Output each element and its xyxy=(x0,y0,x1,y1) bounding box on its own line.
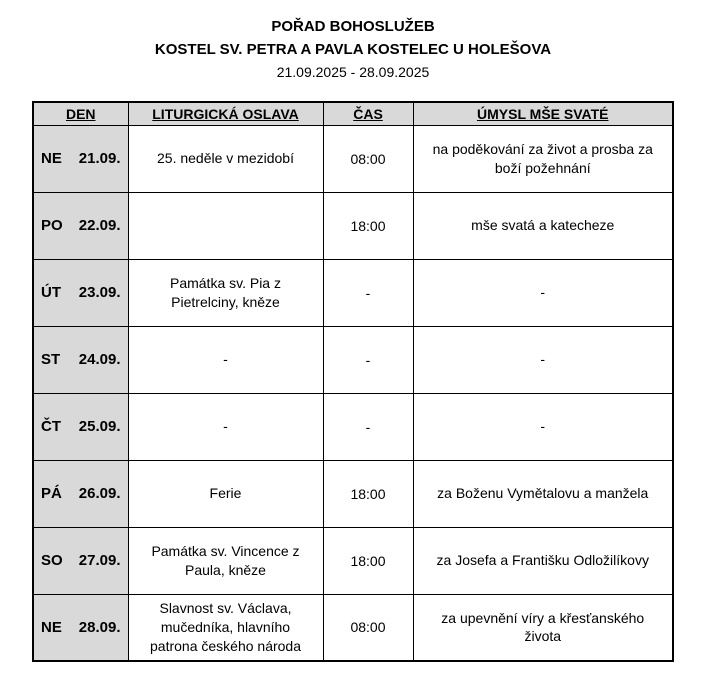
page-title: POŘAD BOHOSLUŽEB xyxy=(271,18,435,35)
day-cell xyxy=(33,460,128,527)
celebration-cell xyxy=(128,192,323,259)
table-row xyxy=(33,326,673,393)
column-header-liturgicka-oslava: LITURGICKÁ OSLAVA xyxy=(128,102,323,125)
table-row xyxy=(33,192,673,259)
day-date: 23.09. xyxy=(78,284,121,302)
day-cell xyxy=(33,326,128,393)
intention-cell: - xyxy=(413,259,673,326)
celebration-cell: - xyxy=(128,393,323,460)
intention-cell: za Josefa a Františku Odložilíkovy xyxy=(413,527,673,594)
day-label xyxy=(41,351,121,368)
day-cell xyxy=(33,594,128,661)
time-cell: - xyxy=(323,259,413,326)
day-date: 21.09. xyxy=(78,150,121,168)
date-range: 21.09.2025 - 28.09.2025 xyxy=(276,64,430,80)
intention-cell: za upevnění víry a křesťanského života xyxy=(413,594,673,661)
day-abbr: PO xyxy=(41,217,63,235)
day-label xyxy=(41,150,121,167)
intention-cell: mše svatá a katecheze xyxy=(413,192,673,259)
day-cell xyxy=(33,192,128,259)
day-abbr: ČT xyxy=(41,418,61,436)
intention-cell: za Boženu Vymětalovu a manžela xyxy=(413,460,673,527)
table-row xyxy=(33,125,673,192)
day-label xyxy=(41,485,121,502)
time-cell: 18:00 xyxy=(323,460,413,527)
day-abbr: ÚT xyxy=(41,284,61,302)
day-label xyxy=(41,217,121,234)
column-header-cas: ČAS xyxy=(323,102,413,125)
day-date: 26.09. xyxy=(78,485,121,503)
day-label xyxy=(41,619,121,636)
celebration-cell: 25. neděle v mezidobí xyxy=(128,125,323,192)
time-cell: 18:00 xyxy=(323,527,413,594)
time-cell: 08:00 xyxy=(323,594,413,661)
celebration-cell: Památka sv. Vincence z Paula, kněze xyxy=(128,527,323,594)
table-row xyxy=(33,393,673,460)
celebration-cell: Slavnost sv. Václava, mučedníka, hlavního patrona českého národa xyxy=(128,594,323,661)
table-row xyxy=(33,527,673,594)
day-abbr: SO xyxy=(41,552,63,570)
column-header-umysl-mse-svate: ÚMYSL MŠE SVATÉ xyxy=(413,102,673,125)
time-cell: - xyxy=(323,326,413,393)
table-row xyxy=(33,460,673,527)
day-label xyxy=(41,418,121,435)
day-label xyxy=(41,284,121,301)
day-date: 24.09. xyxy=(78,351,121,369)
schedule-table xyxy=(32,101,674,662)
intention-cell: - xyxy=(413,326,673,393)
celebration-cell: - xyxy=(128,326,323,393)
day-date: 25.09. xyxy=(78,418,121,436)
celebration-cell: Památka sv. Pia z Pietrelciny, kněze xyxy=(128,259,323,326)
day-cell xyxy=(33,527,128,594)
time-cell: 08:00 xyxy=(323,125,413,192)
day-abbr: NE xyxy=(41,150,62,168)
day-cell xyxy=(33,125,128,192)
day-cell xyxy=(33,393,128,460)
time-cell: 18:00 xyxy=(323,192,413,259)
column-header-den: DEN xyxy=(33,102,128,125)
day-date: 27.09. xyxy=(78,552,121,570)
celebration-cell: Ferie xyxy=(128,460,323,527)
table-row xyxy=(33,594,673,661)
day-label xyxy=(41,552,121,569)
day-abbr: ST xyxy=(41,351,61,369)
table-header-row xyxy=(33,102,673,125)
day-date: 28.09. xyxy=(78,618,121,636)
intention-cell: - xyxy=(413,393,673,460)
day-abbr: PÁ xyxy=(41,485,62,503)
table-row xyxy=(33,259,673,326)
time-cell: - xyxy=(323,393,413,460)
day-cell xyxy=(33,259,128,326)
intention-cell: na poděkování za život a prosba za boží požehnání xyxy=(413,125,673,192)
day-abbr: NE xyxy=(41,618,62,636)
church-name: KOSTEL SV. PETRA A PAVLA KOSTELEC U HOLEŠOVA xyxy=(154,40,552,58)
day-date: 22.09. xyxy=(78,217,121,235)
